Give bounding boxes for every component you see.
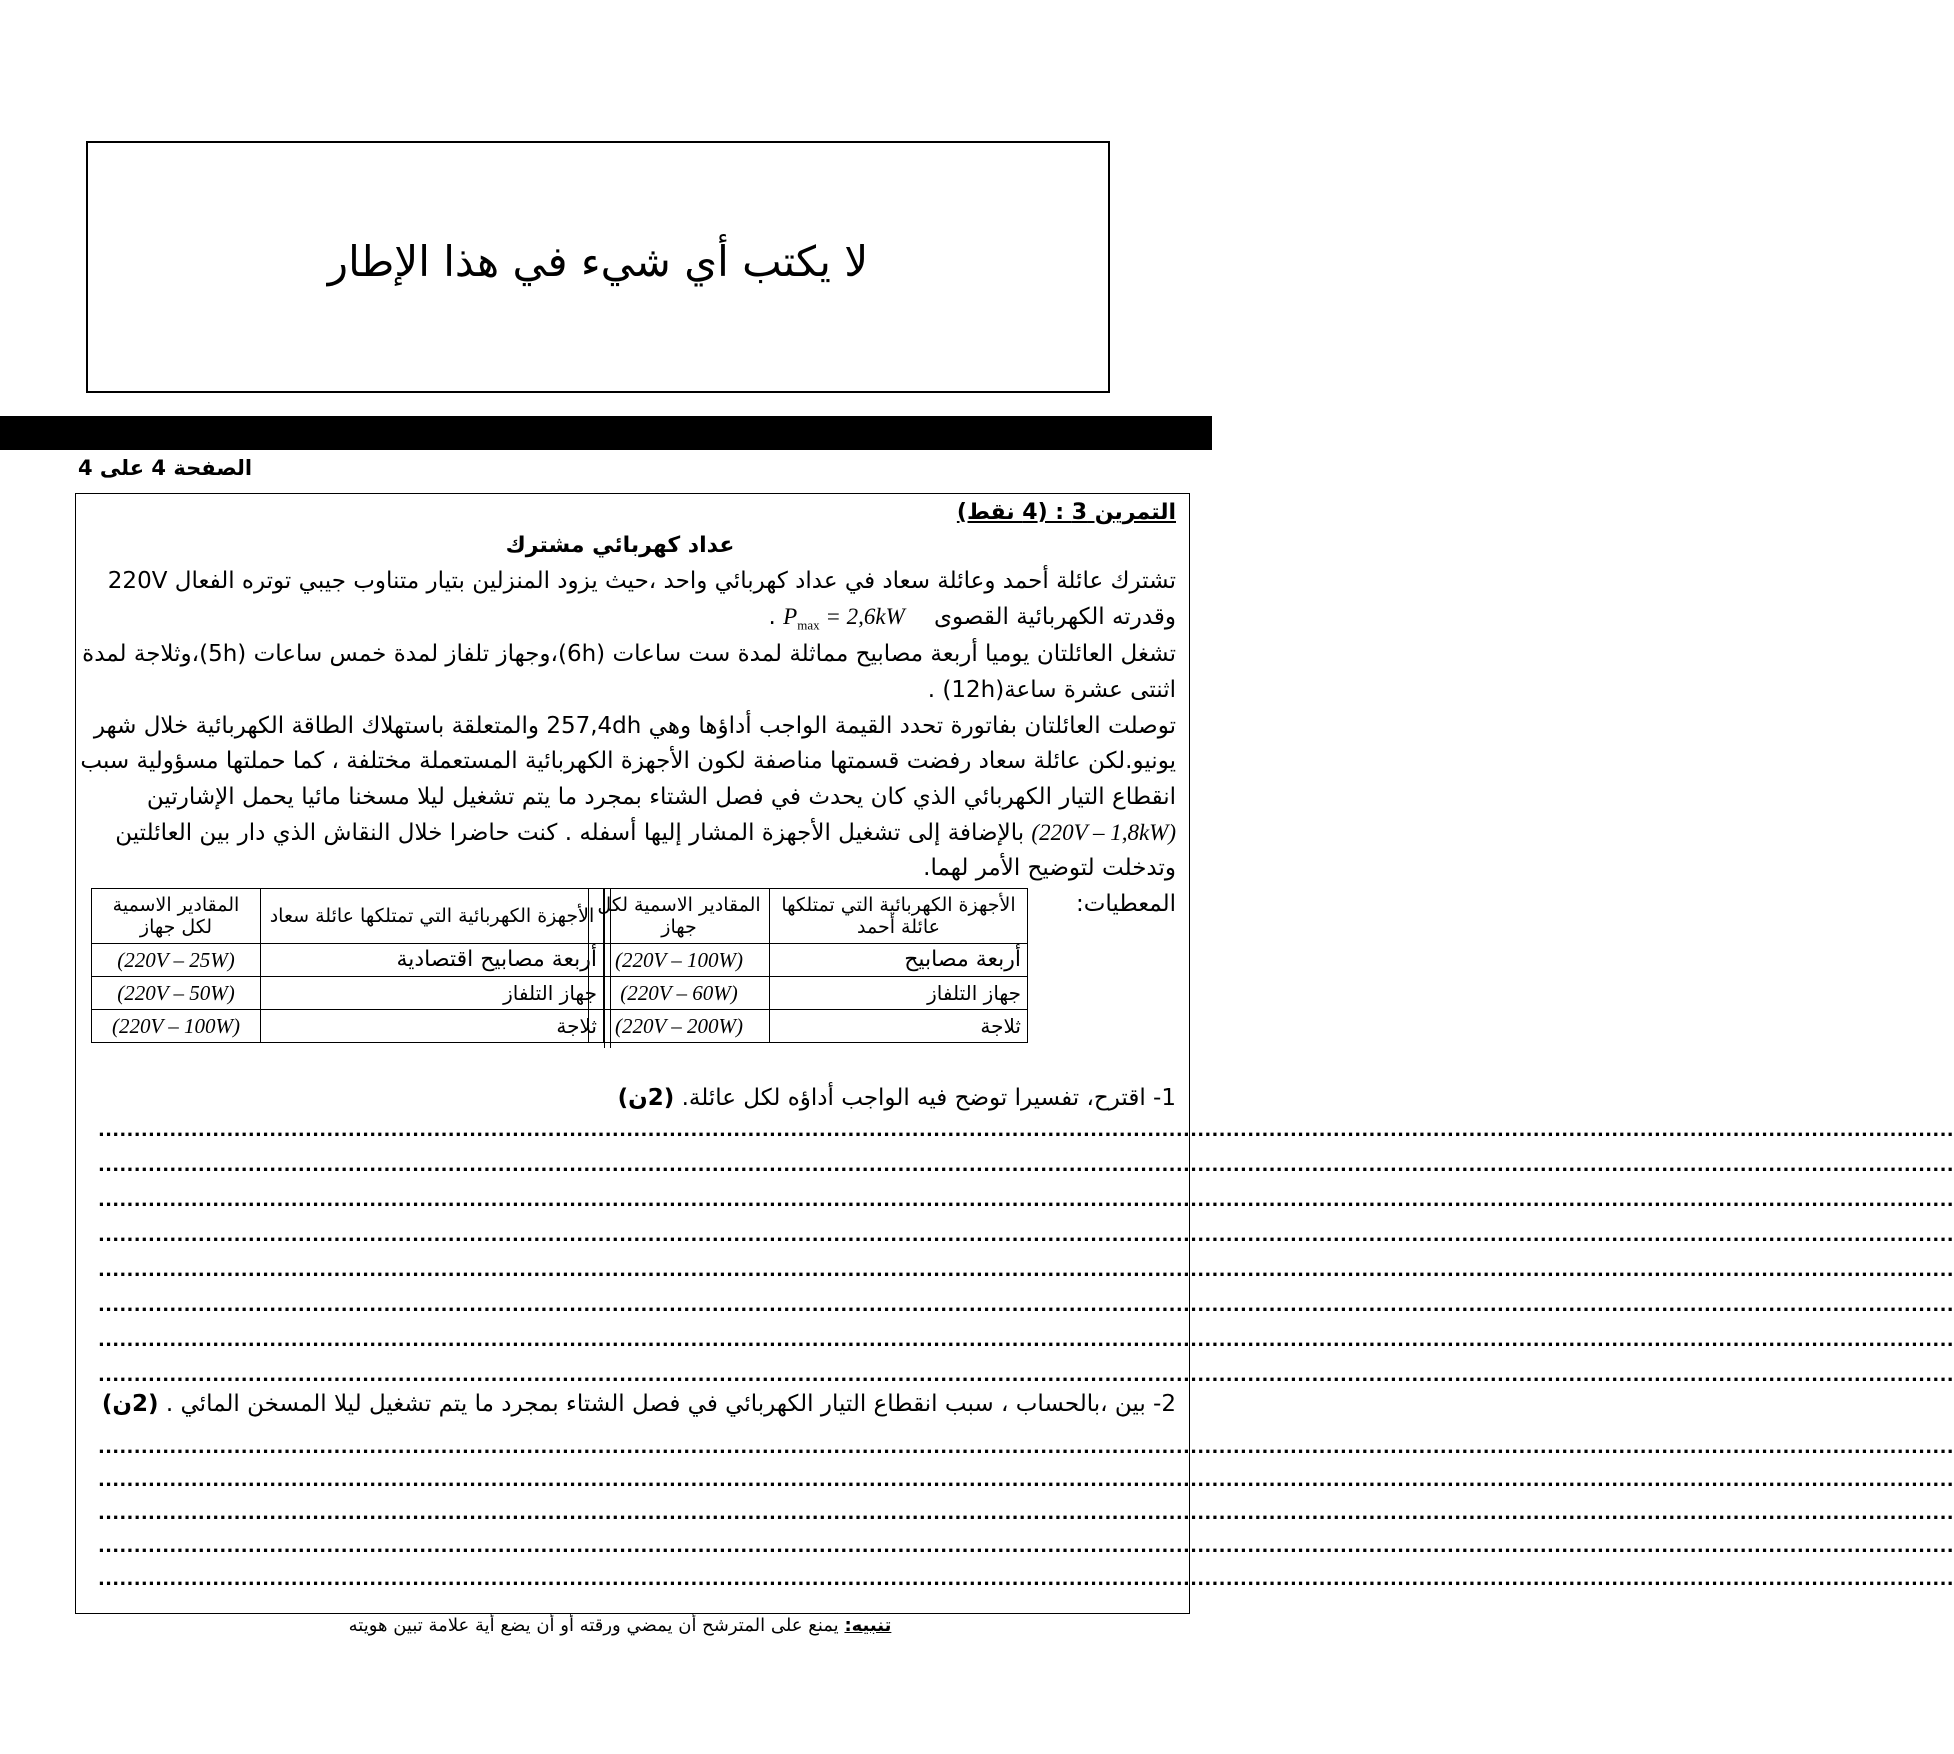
exercise-line-6: يونيو.لكن عائلة سعاد رفضت قسمتها مناصفة لكون الأجهزة الكهربائية المستعملة مختلفة ، كما حملتها مسؤولية سبب — [80, 748, 1176, 774]
answer-line[interactable]: .................................................................................................................................................................................................................................................................... — [98, 1330, 1954, 1351]
exercise-line-2: وقدرته الكهربائية القصوى $P_{max} = 2,6kW$ . — [768, 604, 1176, 633]
table-ahmed-header-devices: الأجهزة الكهربائية التي تمتلكها عائلة أحمد — [770, 889, 1028, 944]
footer-text: يمنع على المترشح أن يمضي ورقته أو أن يضع أية علامة تبين هويته — [348, 1615, 839, 1636]
question-2-points: (2ن) — [101, 1391, 159, 1417]
answer-line[interactable]: .................................................................................................................................................................................................................................................................... — [98, 1536, 1954, 1557]
answer-line[interactable]: .................................................................................................................................................................................................................................................................... — [98, 1503, 1954, 1524]
footer-label: تنبيه: — [844, 1615, 892, 1636]
answer-line[interactable]: .................................................................................................................................................................................................................................................................... — [98, 1437, 1954, 1458]
question-1: 1- اقترح، تفسيرا توضح فيه الواجب أداؤه لكل عائلة. (2ن) — [617, 1085, 1176, 1111]
exercise-line-5: توصلت العائلتان بفاتورة تحدد القيمة الواجب أداؤها وهي 257,4dh والمتعلقة باستهلاك الطاقة الكهربائية خلال شهر — [93, 713, 1176, 739]
tables-separator — [604, 888, 611, 1048]
exercise-line-7: انقطاع التيار الكهربائي الذي كان يحدث في فصل الشتاء بمجرد ما يتم تشغيل ليلا مسخنا مائيا يحمل الإشارتين — [146, 784, 1176, 810]
data-label: المعطيات: — [1075, 891, 1176, 917]
table-row: جهاز التلفاز (220V – 60W) — [589, 977, 1028, 1010]
answer-line[interactable]: .................................................................................................................................................................................................................................................................... — [98, 1260, 1954, 1281]
answer-line[interactable]: .................................................................................................................................................................................................................................................................... — [98, 1155, 1954, 1176]
table-souad — [91, 888, 604, 1043]
answer-line[interactable]: .................................................................................................................................................................................................................................................................... — [98, 1190, 1954, 1211]
exercise-title: التمرين 3 : (4 نقط) — [956, 500, 1176, 525]
do-not-write-text: لا يكتب أي شيء في هذا الإطار — [327, 236, 869, 286]
black-separator-bar — [0, 416, 1212, 450]
table-ahmed — [588, 888, 1028, 1043]
answer-line[interactable]: .................................................................................................................................................................................................................................................................... — [98, 1295, 1954, 1316]
exercise-line-1: تشترك عائلة أحمد وعائلة سعاد في عداد كهربائي واحد ،حيث يزود المنزلين بتيار متناوب جيبي توتره الفعال 220V — [107, 568, 1176, 594]
exercise-line-8: (220V – 1,8kW) بالإضافة إلى تشغيل الأجهزة المشار إليها أسفله . كنت حاضرا خلال النقاش الذي دار بين العائلتين — [115, 820, 1176, 846]
exercise-line-4: اثنتى عشرة ساعة(12h) . — [927, 677, 1176, 703]
page-number: الصفحة 4 على 4 — [78, 456, 253, 480]
max-power-label: وقدرته الكهربائية القصوى — [934, 604, 1176, 630]
table-souad-header-devices: الأجهزة الكهربائية التي تمتلكها عائلة سعاد — [261, 889, 604, 944]
exercise-subtitle: عداد كهربائي مشترك — [505, 533, 735, 558]
question-1-points: (2ن) — [617, 1085, 675, 1111]
answer-line[interactable]: .................................................................................................................................................................................................................................................................... — [98, 1120, 1954, 1141]
exercise-line-9: وتدخلت لتوضيح الأمر لهما. — [923, 855, 1176, 881]
question-2: 2- بين ،بالحساب ، سبب انقطاع التيار الكهربائي في فصل الشتاء بمجرد ما يتم تشغيل ليلا المسخن المائي . (2ن) — [101, 1391, 1176, 1417]
heater-ratings: (220V – 1,8kW) — [1031, 820, 1176, 845]
table-ahmed-header-ratings: المقادير الاسمية لكل جهاز — [589, 889, 770, 944]
table-row: ثلاجة (220V – 200W) — [589, 1010, 1028, 1043]
answer-line[interactable]: .................................................................................................................................................................................................................................................................... — [98, 1470, 1954, 1491]
exercise-line-3: تشغل العائلتان يوميا أربعة مصابيح مماثلة لمدة ست ساعات (6h)،وجهاز تلفاز لمدة خمس ساعات (5h)،وثلاجة لمدة — [82, 641, 1176, 667]
table-row: جهاز التلفاز (220V – 50W) — [92, 977, 604, 1010]
max-power-formula: $P_{max} = 2,6kW$ — [783, 604, 905, 633]
answer-line[interactable]: .................................................................................................................................................................................................................................................................... — [98, 1365, 1954, 1386]
answer-line[interactable]: .................................................................................................................................................................................................................................................................... — [98, 1225, 1954, 1246]
table-souad-header-ratings: المقادير الاسمية لكل جهاز — [92, 889, 261, 944]
answer-line[interactable]: .................................................................................................................................................................................................................................................................... — [98, 1569, 1954, 1590]
do-not-write-frame — [86, 141, 1110, 393]
table-row: أربعة مصابيح اقتصادية (220V – 25W) — [92, 944, 604, 977]
table-row: أربعة مصابيح (220V – 100W) — [589, 944, 1028, 977]
footer-notice — [0, 1615, 1240, 1636]
table-row: ثلاجة (220V – 100W) — [92, 1010, 604, 1043]
